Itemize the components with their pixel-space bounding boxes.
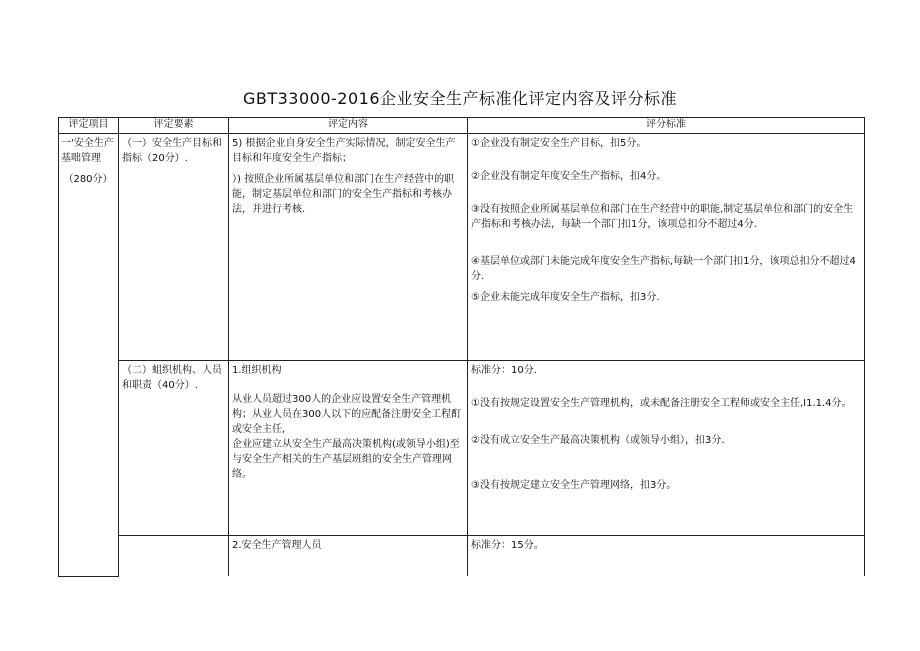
project-cell bbox=[59, 134, 119, 577]
criteria-item: 标准分：10分. bbox=[471, 365, 537, 376]
content-heading: 2.安全生产管理人员 bbox=[232, 540, 322, 551]
project-score: （280分） bbox=[63, 174, 113, 185]
criteria-cell bbox=[468, 536, 865, 577]
header-criteria: 评分标准 bbox=[468, 118, 865, 134]
criteria-item: 标准分：15分。 bbox=[471, 540, 544, 551]
content-heading: 1.组织机构 bbox=[232, 365, 282, 376]
criteria-item: ①企业没有制定安全生产目标，扣5分。 bbox=[471, 138, 647, 149]
content-paragraph: ）) 按照企业所属基层单位和部门在生产经营中的职能，制定基层单位和部门的安全生产指标和考核办法，并进行考核. bbox=[232, 174, 455, 215]
element-cell bbox=[119, 361, 229, 536]
content-cell bbox=[229, 134, 468, 361]
content-paragraph: 企业应建立从安全生产最高决策机构(或领导小组)至与安全生产相关的生产基层班组的安全生产管理网络。 bbox=[232, 439, 460, 480]
content-cell bbox=[229, 536, 468, 577]
criteria-cell bbox=[468, 361, 865, 536]
table-header-row bbox=[59, 118, 865, 134]
content-paragraph: 从业人员超过300人的企业应设置安全生产管理机构；从业人员在300人以下的应配备注册安全工程酊或安全主任, bbox=[232, 394, 462, 435]
element-text: （一）安全生产目标和指标（20分）. bbox=[122, 138, 222, 164]
criteria-item: ④基层单位或部门未能完成年度安全生产指标,每缺一个部门扣1分，该项总扣分不超过4分. bbox=[471, 256, 856, 282]
criteria-cell bbox=[468, 134, 865, 361]
criteria-item: ⑤企业未能完成年度安全生产指标，扣3分. bbox=[471, 292, 660, 303]
project-name: 一'安全生产基咄管理 bbox=[61, 138, 114, 164]
table-row bbox=[59, 134, 865, 361]
content-cell bbox=[229, 361, 468, 536]
content-paragraph: 5) 根据企业自身安全生产实际情况，制定安全生产目标和年度安全生产指标； bbox=[232, 138, 456, 164]
element-cell bbox=[119, 134, 229, 361]
element-cell bbox=[119, 536, 229, 577]
criteria-item: ③没有按照企业所属基层单位和部门在生产经营中的职能,制定基层单位和部门的安全生产指标和考核办法，每缺一个部门扣1分，该项总扣分不超过4分. bbox=[471, 204, 854, 230]
table-row bbox=[59, 361, 865, 536]
table-row bbox=[59, 536, 865, 577]
element-text: （二）蛆织机构、人员和职责（40分）. bbox=[122, 365, 222, 391]
criteria-item: ③没有按规定建立安全生产管理网络，扣3分。 bbox=[471, 480, 677, 491]
criteria-item: ①没有按规定设置安全生产管理机构，或未配备注册安全工程师或安全主任,I1.1.4分。 bbox=[471, 398, 852, 409]
header-content: 评定内容 bbox=[229, 118, 468, 134]
criteria-item: ②企业没有制定年度安全生产指标，扣4分。 bbox=[471, 171, 667, 182]
document-title: GBT33000-2016企业安全生产标准化评定内容及评分标准 bbox=[242, 89, 678, 108]
criteria-item: ②没有成立安全生产最高决策机构（或领导小组），扣3分. bbox=[471, 435, 725, 446]
header-project: 评定项目 bbox=[59, 118, 119, 134]
header-element: 评定要素 bbox=[119, 118, 229, 134]
evaluation-table bbox=[58, 117, 865, 577]
